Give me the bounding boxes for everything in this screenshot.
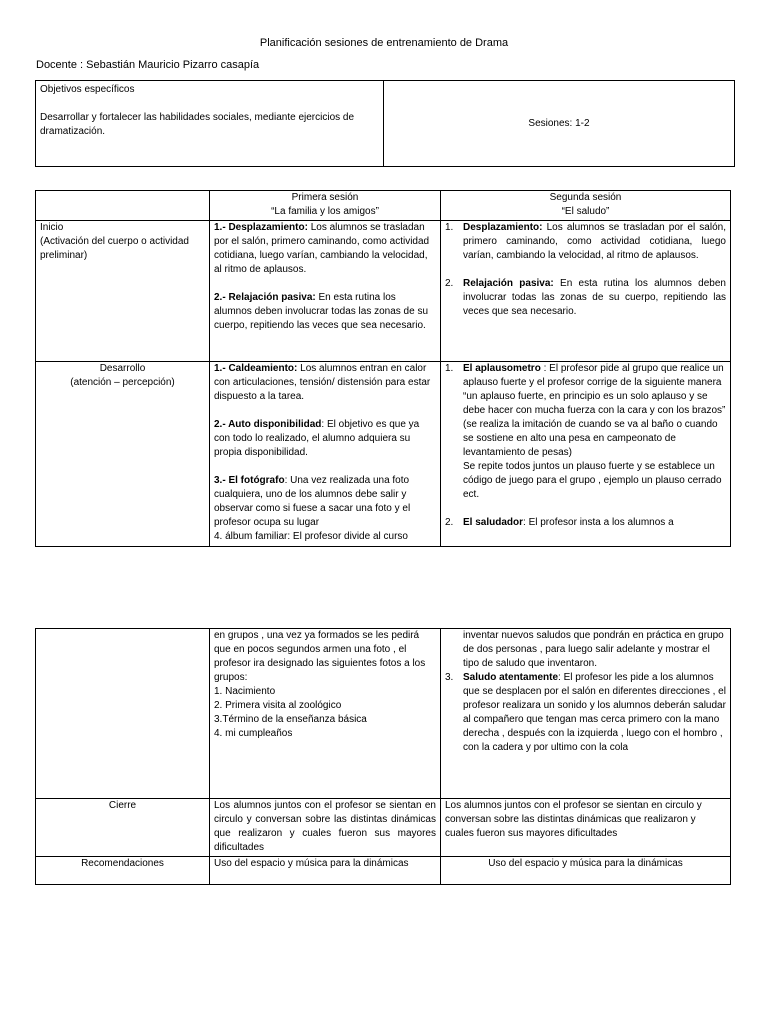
objectives-text: Desarrollar y fortalecer las habilidades sociales, mediante ejercicios de dramatización. (40, 112, 355, 137)
session1-title: Primera sesión (291, 192, 359, 203)
s1-des-item-3: 3.- El fotógrafo: Una vez realizada una foto cualquiera, uno de los alumnos debe salir y observar como si fuese a sacar una foto y el profesor ocupa su lugar (214, 475, 411, 528)
s1-recomendaciones-text: Uso del espacio y música para la dinámicas (214, 858, 409, 869)
plan-table-page2 (35, 628, 731, 885)
session1-recomendaciones-cell (210, 857, 441, 885)
s2-cont-item-3: 3. Saludo atentamente: El profesor les pide a los alumnos que se desplacen por el salón en diferentes direcciones , el profesor realizara un sonido y los alumnos deberán saludar al compañero que tengan mas cerca primero con la mano derecha , después con la izquierda , luego con el hombro , con la cadera y por ultimo con la cola (445, 672, 726, 753)
desarrollo-sublabel: (atención – percepción) (70, 377, 175, 388)
session2-header (441, 191, 731, 221)
inicio-sublabel: (Activación del cuerpo o actividad preliminar) (40, 236, 189, 261)
s1-cierre-text: Los alumnos juntos con el profesor se sientan en circulo y conversan sobre las distintas dinámicas que realizaron y cuales fueron sus mayores dificultades (214, 800, 436, 853)
document-title: Planificación sesiones de entrenamiento de Drama (259, 37, 509, 49)
session2-title: Segunda sesión (549, 192, 622, 203)
s2-des-item-1-extra: Se repite todos juntos un plauso fuerte y se establece un código de juego para el grupo , ejemplo un plauso cerrado ect. (463, 461, 722, 500)
cierre-label-cell (36, 799, 210, 857)
s2-cont-text: inventar nuevos saludos que pondrán en práctica en grupo de dos personas , para luego salir adelante y mostrar el tipo de saludo que inventaron. (463, 630, 724, 669)
objectives-table (35, 80, 735, 167)
s1-photo-item: 1. Nacimiento (214, 686, 276, 697)
session2-desarrollo-cell (441, 362, 731, 547)
s1-des-item-4: 4. álbum familiar: El profesor divide al curso (214, 531, 408, 542)
s1-inicio-item-1: 1.- Desplazamiento: Los alumnos se trasladan por el salón, primero caminando, como actividad cotidiana, luego varían, cambiando la velocidad, al ritmo de aplausos. (214, 222, 430, 275)
session1-desarrollo-cell (210, 362, 441, 547)
desarrollo-label-cell (36, 362, 210, 547)
recomendaciones-label: Recomendaciones (81, 858, 164, 869)
s1-des-item-2: 2.- Auto disponibilidad: El objetivo es que ya con todo lo realizado, el alumno adquiera su propia disponibilidad. (214, 419, 420, 458)
session2-inicio-cell (441, 221, 731, 362)
s1-photo-item: 4. mi cumpleaños (214, 728, 293, 739)
session1-cierre-cell (210, 799, 441, 857)
teacher-name: Docente : Sebastián Mauricio Pizarro casapía (36, 59, 260, 71)
objectives-label: Objetivos específicos (40, 84, 135, 95)
session1-header (210, 191, 441, 221)
session1-continuation-cell (210, 629, 441, 799)
session1-subtitle: “La familia y los amigos” (271, 206, 379, 217)
s1-photo-item: 2. Primera visita al zoológico (214, 700, 342, 711)
s2-des-item-1: 1. El aplausometro : El profesor pide al grupo que realice un aplauso fuerte y el profesor corrige de la siguiente manera “un aplauso fuerte, en principio es un solo aplauso y se debe hacer con mucha fuerza con la cara y con los brazos” (se realiza la imitación de cuando se va al baño o cuando se sostiene en alto una pesa en campeonato de levantamiento de pesas) (445, 363, 726, 458)
session2-cierre-cell (441, 799, 731, 857)
s1-photo-list (214, 685, 436, 741)
cierre-label: Cierre (108, 800, 137, 811)
plan-table-page1 (35, 190, 731, 547)
s1-inicio-item-2: 2.- Relajación pasiva: En esta rutina los alumnos deben involucrar todas las zonas de su cuerpo, repitiendo las veces que sea necesario. (214, 292, 429, 331)
s2-inicio-item-1: 1. Desplazamiento: Los alumnos se trasladan por el salón, primero caminando, como actividad cotidiana, luego varían, cambiando la velocidad, al ritmo de aplausos. (445, 222, 726, 261)
header-empty-cell (36, 191, 210, 221)
objectives-cell (36, 81, 384, 167)
recomendaciones-label-cell (36, 857, 210, 885)
s1-photo-item: 3.Término de la enseñanza básica (214, 714, 367, 725)
session2-recomendaciones-cell (441, 857, 731, 885)
inicio-label: Inicio (40, 222, 64, 233)
s2-recomendaciones-text: Uso del espacio y música para la dinámicas (488, 858, 683, 869)
s2-inicio-item-2: 2. Relajación pasiva: En esta rutina los alumnos deben involucrar todas las zonas de su cuerpo, repitiendo las veces que sea necesario. (445, 278, 726, 317)
desarrollo-label: Desarrollo (99, 363, 146, 374)
session2-continuation-cell (441, 629, 731, 799)
sessions-range: Sesiones: 1-2 (528, 117, 590, 129)
sessions-cell (384, 81, 735, 167)
session2-subtitle: “El saludo” (561, 206, 610, 217)
s2-des-item-2: 2. El saludador: El profesor insta a los alumnos a (445, 517, 674, 528)
s1-des-item-1: 1.- Caldeamiento: Los alumnos entran en calor con articulaciones, tensión/ distensión para estar dispuesto a la tarea. (214, 363, 431, 402)
session1-inicio-cell (210, 221, 441, 362)
inicio-label-cell (36, 221, 210, 362)
s1-cont-text: en grupos , una vez ya formados se les pedirá que en pocos segundos armen una foto , el profesor ira designado las siguientes fotos a los grupos: (214, 630, 426, 683)
cont-empty-cell (36, 629, 210, 799)
s2-cierre-text: Los alumnos juntos con el profesor se sientan en circulo y conversan sobre las distintas dinámicas que realizaron y cuales fueron sus mayores dificultades (445, 800, 702, 839)
